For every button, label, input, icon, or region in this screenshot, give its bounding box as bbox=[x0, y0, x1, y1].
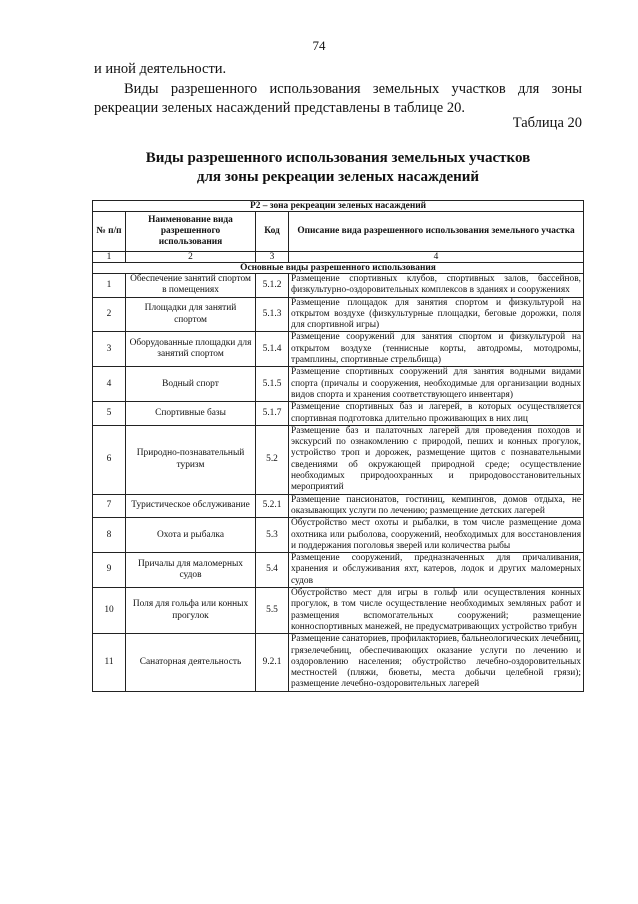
table-title bbox=[94, 149, 582, 187]
row-number: 5 bbox=[93, 402, 126, 426]
land-use-table bbox=[92, 200, 584, 692]
col-number: 1 bbox=[93, 252, 126, 263]
row-use-name: Причалы для маломерных судов bbox=[126, 553, 256, 588]
section-header: Основные виды разрешенного использования bbox=[93, 263, 584, 274]
row-description: Размещение спортивных баз и лагерей, в которых осуществляется спортивная подготовка длительно проживающих в них лиц bbox=[289, 402, 584, 426]
row-description: Обустройство мест для игры в гольф или осуществления конных прогулок, в том числе осуществление необходимых земляных работ и размещения вспомогательных сооружений; размещение конноспортивных манежей, не предусматривающих устройство трибун bbox=[289, 588, 584, 634]
table-row bbox=[93, 332, 584, 367]
col-number: 3 bbox=[256, 252, 289, 263]
row-use-name: Поля для гольфа или конных прогулок bbox=[126, 588, 256, 634]
col-number: 4 bbox=[289, 252, 584, 263]
row-number: 3 bbox=[93, 332, 126, 367]
row-code: 5.1.7 bbox=[256, 402, 289, 426]
table-row bbox=[93, 297, 584, 332]
page-number: 74 bbox=[312, 38, 326, 53]
row-description: Размещение пансионатов, гостиниц, кемпингов, домов отдыха, не оказывающих услуги по лечению; размещение детских лагерей bbox=[289, 494, 584, 518]
section-header-row bbox=[93, 263, 584, 274]
row-code: 5.5 bbox=[256, 588, 289, 634]
row-use-name: Санаторная деятельность bbox=[126, 634, 256, 691]
row-code: 5.1.4 bbox=[256, 332, 289, 367]
table-body bbox=[93, 274, 584, 692]
row-description: Размещение баз и палаточных лагерей для проведения походов и экскурсий по ознакомлению с природой, пеших и конных прогулок, устройство троп и дорожек, размещение щитов с познавательными сведениями об окружающей природной среде; осуществление необходимых природоохранных и природовосстановительных мероприятий bbox=[289, 425, 584, 494]
row-code: 5.4 bbox=[256, 553, 289, 588]
header-num: № п/п bbox=[93, 212, 126, 252]
row-code: 5.2.1 bbox=[256, 494, 289, 518]
row-number: 1 bbox=[93, 274, 126, 298]
row-code: 5.1.3 bbox=[256, 297, 289, 332]
row-number: 4 bbox=[93, 367, 126, 402]
row-use-name: Спортивные базы bbox=[126, 402, 256, 426]
row-code: 5.1.5 bbox=[256, 367, 289, 402]
table-title-line-1: Виды разрешенного использования земельных участков bbox=[145, 150, 531, 166]
row-code: 9.2.1 bbox=[256, 634, 289, 691]
table-label: Таблица 20 bbox=[512, 115, 582, 131]
table-row bbox=[93, 402, 584, 426]
row-use-name: Площадки для занятий спортом bbox=[126, 297, 256, 332]
row-number: 8 bbox=[93, 518, 126, 553]
row-description: Размещение сооружений для занятия спортом и физкультурой на открытом воздухе (теннисные корты, автодромы, мотодромы, трамплины, спортивные стрельбища) bbox=[289, 332, 584, 367]
row-number: 10 bbox=[93, 588, 126, 634]
row-use-name: Оборудованные площадки для занятий спортом bbox=[126, 332, 256, 367]
row-number: 2 bbox=[93, 297, 126, 332]
row-code: 5.1.2 bbox=[256, 274, 289, 298]
row-code: 5.3 bbox=[256, 518, 289, 553]
table-row bbox=[93, 553, 584, 588]
col-number: 2 bbox=[126, 252, 256, 263]
header-code: Код bbox=[256, 212, 289, 252]
table-row bbox=[93, 518, 584, 553]
row-number: 9 bbox=[93, 553, 126, 588]
row-description: Размещение площадок для занятия спортом и физкультурой на открытом воздухе (физкультурные площадки, беговые дорожки, поля для спортивной игры) bbox=[289, 297, 584, 332]
table-row bbox=[93, 425, 584, 494]
row-description: Обустройство мест охоты и рыбалки, в том числе размещение дома охотника или рыболова, сооружений, необходимых для восстановления и поддержания поголовья зверей или количества рыбы bbox=[289, 518, 584, 553]
row-description: Размещение спортивных клубов, спортивных залов, бассейнов, физкультурно-оздоровительных комплексов в зданиях и сооружениях bbox=[289, 274, 584, 298]
paragraph-continuation: и иной деятельности. bbox=[94, 61, 227, 77]
table-row bbox=[93, 494, 584, 518]
row-code: 5.2 bbox=[256, 425, 289, 494]
row-number: 11 bbox=[93, 634, 126, 691]
table-title-line-2: для зоны рекреации зеленых насаждений bbox=[196, 169, 480, 185]
table-row bbox=[93, 588, 584, 634]
row-number: 6 bbox=[93, 425, 126, 494]
row-use-name: Обеспечение занятий спортом в помещениях bbox=[126, 274, 256, 298]
row-use-name: Водный спорт bbox=[126, 367, 256, 402]
row-description: Размещение сооружений, предназначенных для причаливания, хранения и обслуживания яхт, катеров, лодок и других маломерных судов bbox=[289, 553, 584, 588]
table-row bbox=[93, 634, 584, 691]
table-row bbox=[93, 274, 584, 298]
table-row bbox=[93, 367, 584, 402]
zone-header: Р2 – зона рекреации зеленых насаждений bbox=[93, 201, 584, 212]
header-name: Наименование вида разрешенного использования bbox=[126, 212, 256, 252]
header-desc: Описание вида разрешенного использования земельного участка bbox=[289, 212, 584, 252]
row-use-name: Туристическое обслуживание bbox=[126, 494, 256, 518]
column-header-row bbox=[93, 212, 584, 252]
row-use-name: Охота и рыбалка bbox=[126, 518, 256, 553]
row-description: Размещение спортивных сооружений для занятия водными видами спорта (причалы и сооружения, необходимые для организации водных видов спорта и хранения соответствующего инвентаря) bbox=[289, 367, 584, 402]
zone-header-row bbox=[93, 201, 584, 212]
column-number-row bbox=[93, 252, 584, 263]
row-description: Размещение санаториев, профилакториев, бальнеологических лечебниц, грязелечебниц, обеспечивающих оказание услуги по лечению и оздоровлению населения; обустройство лечебно-оздоровительных местностей (пляжи, бюветы, места добычи целебной грязи); размещение лечебно-оздоровительных лагерей bbox=[289, 634, 584, 691]
row-number: 7 bbox=[93, 494, 126, 518]
paragraph-intro: Виды разрешенного использования земельных участков для зоны рекреации зеленых насаждений представлены в таблице 20. bbox=[94, 81, 582, 116]
row-use-name: Природно-познавательный туризм bbox=[126, 425, 256, 494]
